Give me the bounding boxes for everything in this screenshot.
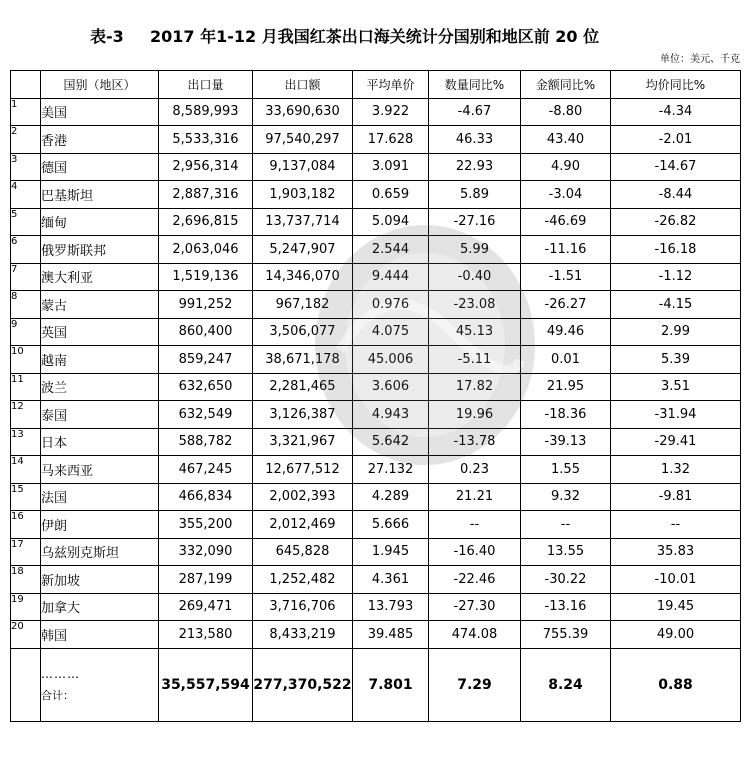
row-country: 日本	[41, 428, 159, 456]
row-value: 645,828	[253, 538, 353, 566]
row-price-yoy: -14.67	[611, 153, 741, 181]
row-country: 俄罗斯联邦	[41, 236, 159, 264]
row-volume: 2,696,815	[159, 208, 253, 236]
header-val-yoy: 金额同比%	[521, 71, 611, 99]
row-no: 14	[11, 456, 41, 484]
total-vol-yoy: 7.29	[429, 648, 521, 721]
row-value: 3,321,967	[253, 428, 353, 456]
table-row	[11, 593, 741, 621]
row-vol-yoy: 45.13	[429, 318, 521, 346]
row-volume: 5,533,316	[159, 126, 253, 154]
row-value: 5,247,907	[253, 236, 353, 264]
total-volume: 35,557,594	[159, 648, 253, 721]
row-price-yoy: 35.83	[611, 538, 741, 566]
row-val-yoy: 49.46	[521, 318, 611, 346]
table-row	[11, 263, 741, 291]
row-price: 45.006	[353, 346, 429, 374]
row-price-yoy: -1.12	[611, 263, 741, 291]
table-row	[11, 511, 741, 539]
table-row	[11, 126, 741, 154]
row-no: 9	[11, 318, 41, 346]
row-vol-yoy: -22.46	[429, 566, 521, 594]
row-value: 8,433,219	[253, 621, 353, 649]
row-country: 英国	[41, 318, 159, 346]
row-no: 3	[11, 153, 41, 181]
header-price: 平均单价	[353, 71, 429, 99]
row-no: 16	[11, 511, 41, 539]
row-country: 泰国	[41, 401, 159, 429]
row-country: 越南	[41, 346, 159, 374]
row-no: 20	[11, 621, 41, 649]
row-no: 17	[11, 538, 41, 566]
row-vol-yoy: 5.89	[429, 181, 521, 209]
table-row	[11, 428, 741, 456]
row-vol-yoy: -27.30	[429, 593, 521, 621]
table-row	[11, 236, 741, 264]
row-value: 97,540,297	[253, 126, 353, 154]
row-no: 6	[11, 236, 41, 264]
row-price-yoy: -9.81	[611, 483, 741, 511]
row-price-yoy: -4.34	[611, 98, 741, 126]
row-volume: 632,549	[159, 401, 253, 429]
row-volume: 588,782	[159, 428, 253, 456]
table-number: 表-3	[90, 27, 124, 46]
header-value: 出口额	[253, 71, 353, 99]
row-vol-yoy: 5.99	[429, 236, 521, 264]
row-val-yoy: -3.04	[521, 181, 611, 209]
export-table	[10, 70, 741, 722]
row-value: 3,506,077	[253, 318, 353, 346]
row-value: 33,690,630	[253, 98, 353, 126]
row-no: 10	[11, 346, 41, 374]
row-volume: 2,887,316	[159, 181, 253, 209]
row-val-yoy: 43.40	[521, 126, 611, 154]
row-volume: 213,580	[159, 621, 253, 649]
row-country: 巴基斯坦	[41, 181, 159, 209]
row-volume: 632,650	[159, 373, 253, 401]
total-price: 7.801	[353, 648, 429, 721]
row-price-yoy: -16.18	[611, 236, 741, 264]
row-val-yoy: 13.55	[521, 538, 611, 566]
row-price: 3.606	[353, 373, 429, 401]
row-val-yoy: 21.95	[521, 373, 611, 401]
row-vol-yoy: 0.23	[429, 456, 521, 484]
row-value: 3,716,706	[253, 593, 353, 621]
row-country: 新加坡	[41, 566, 159, 594]
row-no: 5	[11, 208, 41, 236]
row-vol-yoy: 17.82	[429, 373, 521, 401]
table-row	[11, 291, 741, 319]
row-price: 5.642	[353, 428, 429, 456]
row-price: 5.094	[353, 208, 429, 236]
row-price-yoy: -2.01	[611, 126, 741, 154]
row-price: 2.544	[353, 236, 429, 264]
row-price-yoy: -31.94	[611, 401, 741, 429]
row-value: 2,002,393	[253, 483, 353, 511]
row-val-yoy: 755.39	[521, 621, 611, 649]
row-value: 12,677,512	[253, 456, 353, 484]
header-country: 国别（地区）	[41, 71, 159, 99]
row-val-yoy: -18.36	[521, 401, 611, 429]
header-price-yoy: 均价同比%	[611, 71, 741, 99]
row-country: 缅甸	[41, 208, 159, 236]
table-row	[11, 483, 741, 511]
row-volume: 991,252	[159, 291, 253, 319]
unit-note: 单位：美元、千克	[660, 54, 740, 65]
row-country: 香港	[41, 126, 159, 154]
row-country: 蒙古	[41, 291, 159, 319]
row-price: 4.361	[353, 566, 429, 594]
row-vol-yoy: -0.40	[429, 263, 521, 291]
row-price: 5.666	[353, 511, 429, 539]
table-row	[11, 181, 741, 209]
row-vol-yoy: 474.08	[429, 621, 521, 649]
row-volume: 287,199	[159, 566, 253, 594]
row-value: 9,137,084	[253, 153, 353, 181]
table-row	[11, 401, 741, 429]
row-no: 11	[11, 373, 41, 401]
row-country: 韩国	[41, 621, 159, 649]
row-volume: 467,245	[159, 456, 253, 484]
row-country: 伊朗	[41, 511, 159, 539]
row-val-yoy: 4.90	[521, 153, 611, 181]
row-val-yoy: -13.16	[521, 593, 611, 621]
row-vol-yoy: -27.16	[429, 208, 521, 236]
row-price-yoy: -26.82	[611, 208, 741, 236]
row-price: 3.922	[353, 98, 429, 126]
row-value: 2,281,465	[253, 373, 353, 401]
row-price: 1.945	[353, 538, 429, 566]
row-value: 14,346,070	[253, 263, 353, 291]
total-no-cell	[11, 648, 41, 721]
row-price: 4.943	[353, 401, 429, 429]
row-vol-yoy: 22.93	[429, 153, 521, 181]
row-no: 2	[11, 126, 41, 154]
row-volume: 332,090	[159, 538, 253, 566]
row-volume: 2,063,046	[159, 236, 253, 264]
row-price-yoy: 3.51	[611, 373, 741, 401]
row-no: 12	[11, 401, 41, 429]
row-val-yoy: -1.51	[521, 263, 611, 291]
table-row	[11, 98, 741, 126]
row-no: 7	[11, 263, 41, 291]
row-price-yoy: -8.44	[611, 181, 741, 209]
row-price: 0.976	[353, 291, 429, 319]
row-vol-yoy: -23.08	[429, 291, 521, 319]
row-volume: 466,834	[159, 483, 253, 511]
row-volume: 859,247	[159, 346, 253, 374]
row-val-yoy: -46.69	[521, 208, 611, 236]
row-value: 1,903,182	[253, 181, 353, 209]
total-price-yoy: 0.88	[611, 648, 741, 721]
row-value: 38,671,178	[253, 346, 353, 374]
row-vol-yoy: 19.96	[429, 401, 521, 429]
row-vol-yoy: -16.40	[429, 538, 521, 566]
row-val-yoy: -39.13	[521, 428, 611, 456]
row-price-yoy: 49.00	[611, 621, 741, 649]
row-volume: 355,200	[159, 511, 253, 539]
row-country: 德国	[41, 153, 159, 181]
row-price: 39.485	[353, 621, 429, 649]
row-country: 美国	[41, 98, 159, 126]
row-price-yoy: -10.01	[611, 566, 741, 594]
row-val-yoy: 0.01	[521, 346, 611, 374]
row-country: 加拿大	[41, 593, 159, 621]
table-title: 2017 年1-12 月我国红茶出口海关统计分国别和地区前 20 位	[150, 27, 600, 46]
table-row	[11, 621, 741, 649]
row-price-yoy: 1.32	[611, 456, 741, 484]
row-price-yoy: -4.15	[611, 291, 741, 319]
row-price: 3.091	[353, 153, 429, 181]
row-value: 967,182	[253, 291, 353, 319]
row-country: 法国	[41, 483, 159, 511]
table-row	[11, 456, 741, 484]
table-row	[11, 538, 741, 566]
header-no	[11, 71, 41, 99]
row-val-yoy: 9.32	[521, 483, 611, 511]
row-no: 4	[11, 181, 41, 209]
row-volume: 1,519,136	[159, 263, 253, 291]
total-label: 合计：	[41, 688, 74, 702]
row-price: 27.132	[353, 456, 429, 484]
row-price: 9.444	[353, 263, 429, 291]
row-no: 1	[11, 98, 41, 126]
row-no: 8	[11, 291, 41, 319]
row-country: 澳大利亚	[41, 263, 159, 291]
row-price-yoy: 5.39	[611, 346, 741, 374]
total-value: 277,370,522	[253, 648, 353, 721]
row-price: 4.289	[353, 483, 429, 511]
row-no: 19	[11, 593, 41, 621]
row-no: 18	[11, 566, 41, 594]
row-value: 2,012,469	[253, 511, 353, 539]
row-price: 0.659	[353, 181, 429, 209]
row-value: 13,737,714	[253, 208, 353, 236]
table-row	[11, 373, 741, 401]
row-no: 15	[11, 483, 41, 511]
row-price-yoy: --	[611, 511, 741, 539]
row-value: 1,252,482	[253, 566, 353, 594]
total-val-yoy: 8.24	[521, 648, 611, 721]
table-row	[11, 346, 741, 374]
header-row	[11, 71, 741, 99]
title-row	[0, 20, 750, 50]
row-vol-yoy: --	[429, 511, 521, 539]
row-vol-yoy: -5.11	[429, 346, 521, 374]
total-label-cell	[41, 648, 159, 721]
row-val-yoy: -11.16	[521, 236, 611, 264]
row-val-yoy: -30.22	[521, 566, 611, 594]
row-vol-yoy: 21.21	[429, 483, 521, 511]
row-vol-yoy: -13.78	[429, 428, 521, 456]
row-price-yoy: 2.99	[611, 318, 741, 346]
row-country: 马来西亚	[41, 456, 159, 484]
row-no: 13	[11, 428, 41, 456]
row-val-yoy: --	[521, 511, 611, 539]
row-price: 4.075	[353, 318, 429, 346]
table-row	[11, 318, 741, 346]
table-row	[11, 208, 741, 236]
row-val-yoy: -26.27	[521, 291, 611, 319]
table-row	[11, 566, 741, 594]
row-value: 3,126,387	[253, 401, 353, 429]
row-country: 乌兹别克斯坦	[41, 538, 159, 566]
row-val-yoy: -8.80	[521, 98, 611, 126]
row-vol-yoy: -4.67	[429, 98, 521, 126]
row-price-yoy: 19.45	[611, 593, 741, 621]
row-val-yoy: 1.55	[521, 456, 611, 484]
row-country: 波兰	[41, 373, 159, 401]
row-price-yoy: -29.41	[611, 428, 741, 456]
row-volume: 860,400	[159, 318, 253, 346]
total-ellipsis: ………	[41, 666, 80, 681]
row-vol-yoy: 46.33	[429, 126, 521, 154]
header-vol-yoy: 数量同比%	[429, 71, 521, 99]
table-body	[11, 98, 741, 648]
header-volume: 出口量	[159, 71, 253, 99]
row-price: 17.628	[353, 126, 429, 154]
row-volume: 8,589,993	[159, 98, 253, 126]
row-price: 13.793	[353, 593, 429, 621]
total-row	[11, 648, 741, 721]
table-row	[11, 153, 741, 181]
row-volume: 269,471	[159, 593, 253, 621]
row-volume: 2,956,314	[159, 153, 253, 181]
